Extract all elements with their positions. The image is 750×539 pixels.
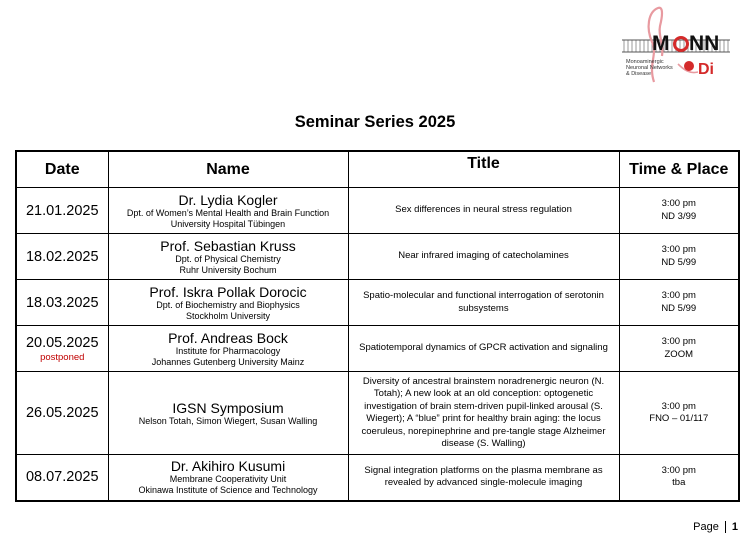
place-text: ND 5/99 <box>661 302 697 314</box>
logo-letters-bottom: Di <box>698 61 714 78</box>
place-text: ND 3/99 <box>661 210 697 222</box>
speaker-name: IGSN Symposium <box>172 399 284 416</box>
table-row <box>16 455 739 501</box>
name-cell <box>108 372 348 455</box>
page-label: Page <box>693 521 719 533</box>
talk-title: Sex differences in neural stress regulation <box>348 188 619 234</box>
time-text: 3:00 pm <box>661 400 696 412</box>
date-cell <box>16 326 108 372</box>
speaker-name: Prof. Iskra Pollak Dorocic <box>149 283 307 300</box>
talk-title: Diversity of ancestral brainstem noradrenergic neuron (N. Totah); A new look at an old conception: optogenetic investigation of brain stem-driven pupil-linked arousal (S. Wiegert); A “blue” print for healthy brain aging: the locus coeruleus, norepinephrine and pre-tangle stage Alzheimer disease (S. Walling) <box>348 372 619 455</box>
table-row <box>16 234 739 280</box>
header-time-place: Time & Place <box>619 151 739 188</box>
date-text: 20.05.2025 <box>25 334 99 351</box>
name-cell <box>108 326 348 372</box>
postponed-note: postponed <box>40 351 85 363</box>
page-number: 1 <box>731 521 738 533</box>
page-footer <box>693 521 738 533</box>
table-header-row <box>16 151 739 188</box>
place-text: tba <box>672 477 686 489</box>
header-date: Date <box>16 151 108 188</box>
date-cell: 18.02.2025 <box>16 234 108 280</box>
name-cell <box>108 188 348 234</box>
logo-o-bottom <box>684 61 694 71</box>
talk-title: Spatiotemporal dynamics of GPCR activation and signaling <box>348 326 619 372</box>
place-text: ND 5/99 <box>661 256 697 268</box>
date-cell: 08.07.2025 <box>16 455 108 501</box>
name-cell <box>108 280 348 326</box>
name-cell <box>108 234 348 280</box>
name-cell <box>108 455 348 501</box>
logo-o-top <box>675 38 688 51</box>
affiliation-line: Institute for Pharmacology <box>175 345 281 356</box>
speaker-name: Prof. Andreas Bock <box>168 329 288 346</box>
date-cell: 26.05.2025 <box>16 372 108 455</box>
time-place-cell <box>619 455 739 501</box>
affiliation-line: Membrane Cooperativity Unit <box>169 474 287 485</box>
logo-subtitle: Monoaminergic Neuronal Networks & Disease <box>626 59 673 78</box>
table-row <box>16 280 739 326</box>
affiliation-line: Dpt. of Biochemistry and Biophysics <box>156 299 300 310</box>
place-text: FNO – 01/117 <box>649 413 709 424</box>
place-text: ZOOM <box>664 348 693 360</box>
table-row <box>16 372 739 455</box>
talk-title: Spatio-molecular and functional interrogation of serotonin subsystems <box>348 280 619 326</box>
speaker-name: Dr. Akihiro Kusumi <box>170 458 286 475</box>
table-row <box>16 188 739 234</box>
time-place-cell <box>619 234 739 280</box>
speaker-name: Prof. Sebastian Kruss <box>160 237 296 254</box>
affiliation-line: Okinawa Institute of Science and Technology <box>138 485 318 496</box>
speaker-name: Dr. Lydia Kogler <box>178 191 278 208</box>
table-row <box>16 326 739 372</box>
date-cell: 18.03.2025 <box>16 280 108 326</box>
logo-letters-top: M <box>652 32 670 55</box>
date-cell: 21.01.2025 <box>16 188 108 234</box>
talk-title: Signal integration platforms on the plasma membrane as revealed by advanced single-molecule imaging <box>348 455 619 501</box>
time-place-cell <box>619 188 739 234</box>
affiliation-line: Dpt. of Women’s Mental Health and Brain Function <box>126 207 330 218</box>
time-place-cell <box>619 280 739 326</box>
talk-title: Near infrared imaging of catecholamines <box>348 234 619 280</box>
svg-text:NN: NN <box>689 32 720 55</box>
affiliation-line: Stockholm University <box>185 310 271 321</box>
affiliation-line: Johannes Gutenberg University Mainz <box>151 356 305 367</box>
affiliation-line: University Hospital Tübingen <box>170 218 286 229</box>
time-text: 3:00 pm <box>661 336 696 347</box>
time-text: 3:00 pm <box>661 464 696 476</box>
affiliation-line: Dpt. of Physical Chemistry <box>175 253 281 264</box>
header-name: Name <box>108 151 348 188</box>
seminar-table <box>15 150 740 502</box>
page-title: Seminar Series 2025 <box>294 113 456 131</box>
affiliation-line: Ruhr University Bochum <box>179 264 277 275</box>
affiliation-line: Nelson Totah, Simon Wiegert, Susan Walling <box>138 415 318 426</box>
time-place-cell <box>619 326 739 372</box>
time-text: 3:00 pm <box>661 244 696 255</box>
header-title: Title <box>348 151 619 188</box>
time-text: 3:00 pm <box>661 198 696 209</box>
time-text: 3:00 pm <box>661 290 696 301</box>
time-place-cell <box>619 372 739 455</box>
footer-divider <box>725 521 726 533</box>
